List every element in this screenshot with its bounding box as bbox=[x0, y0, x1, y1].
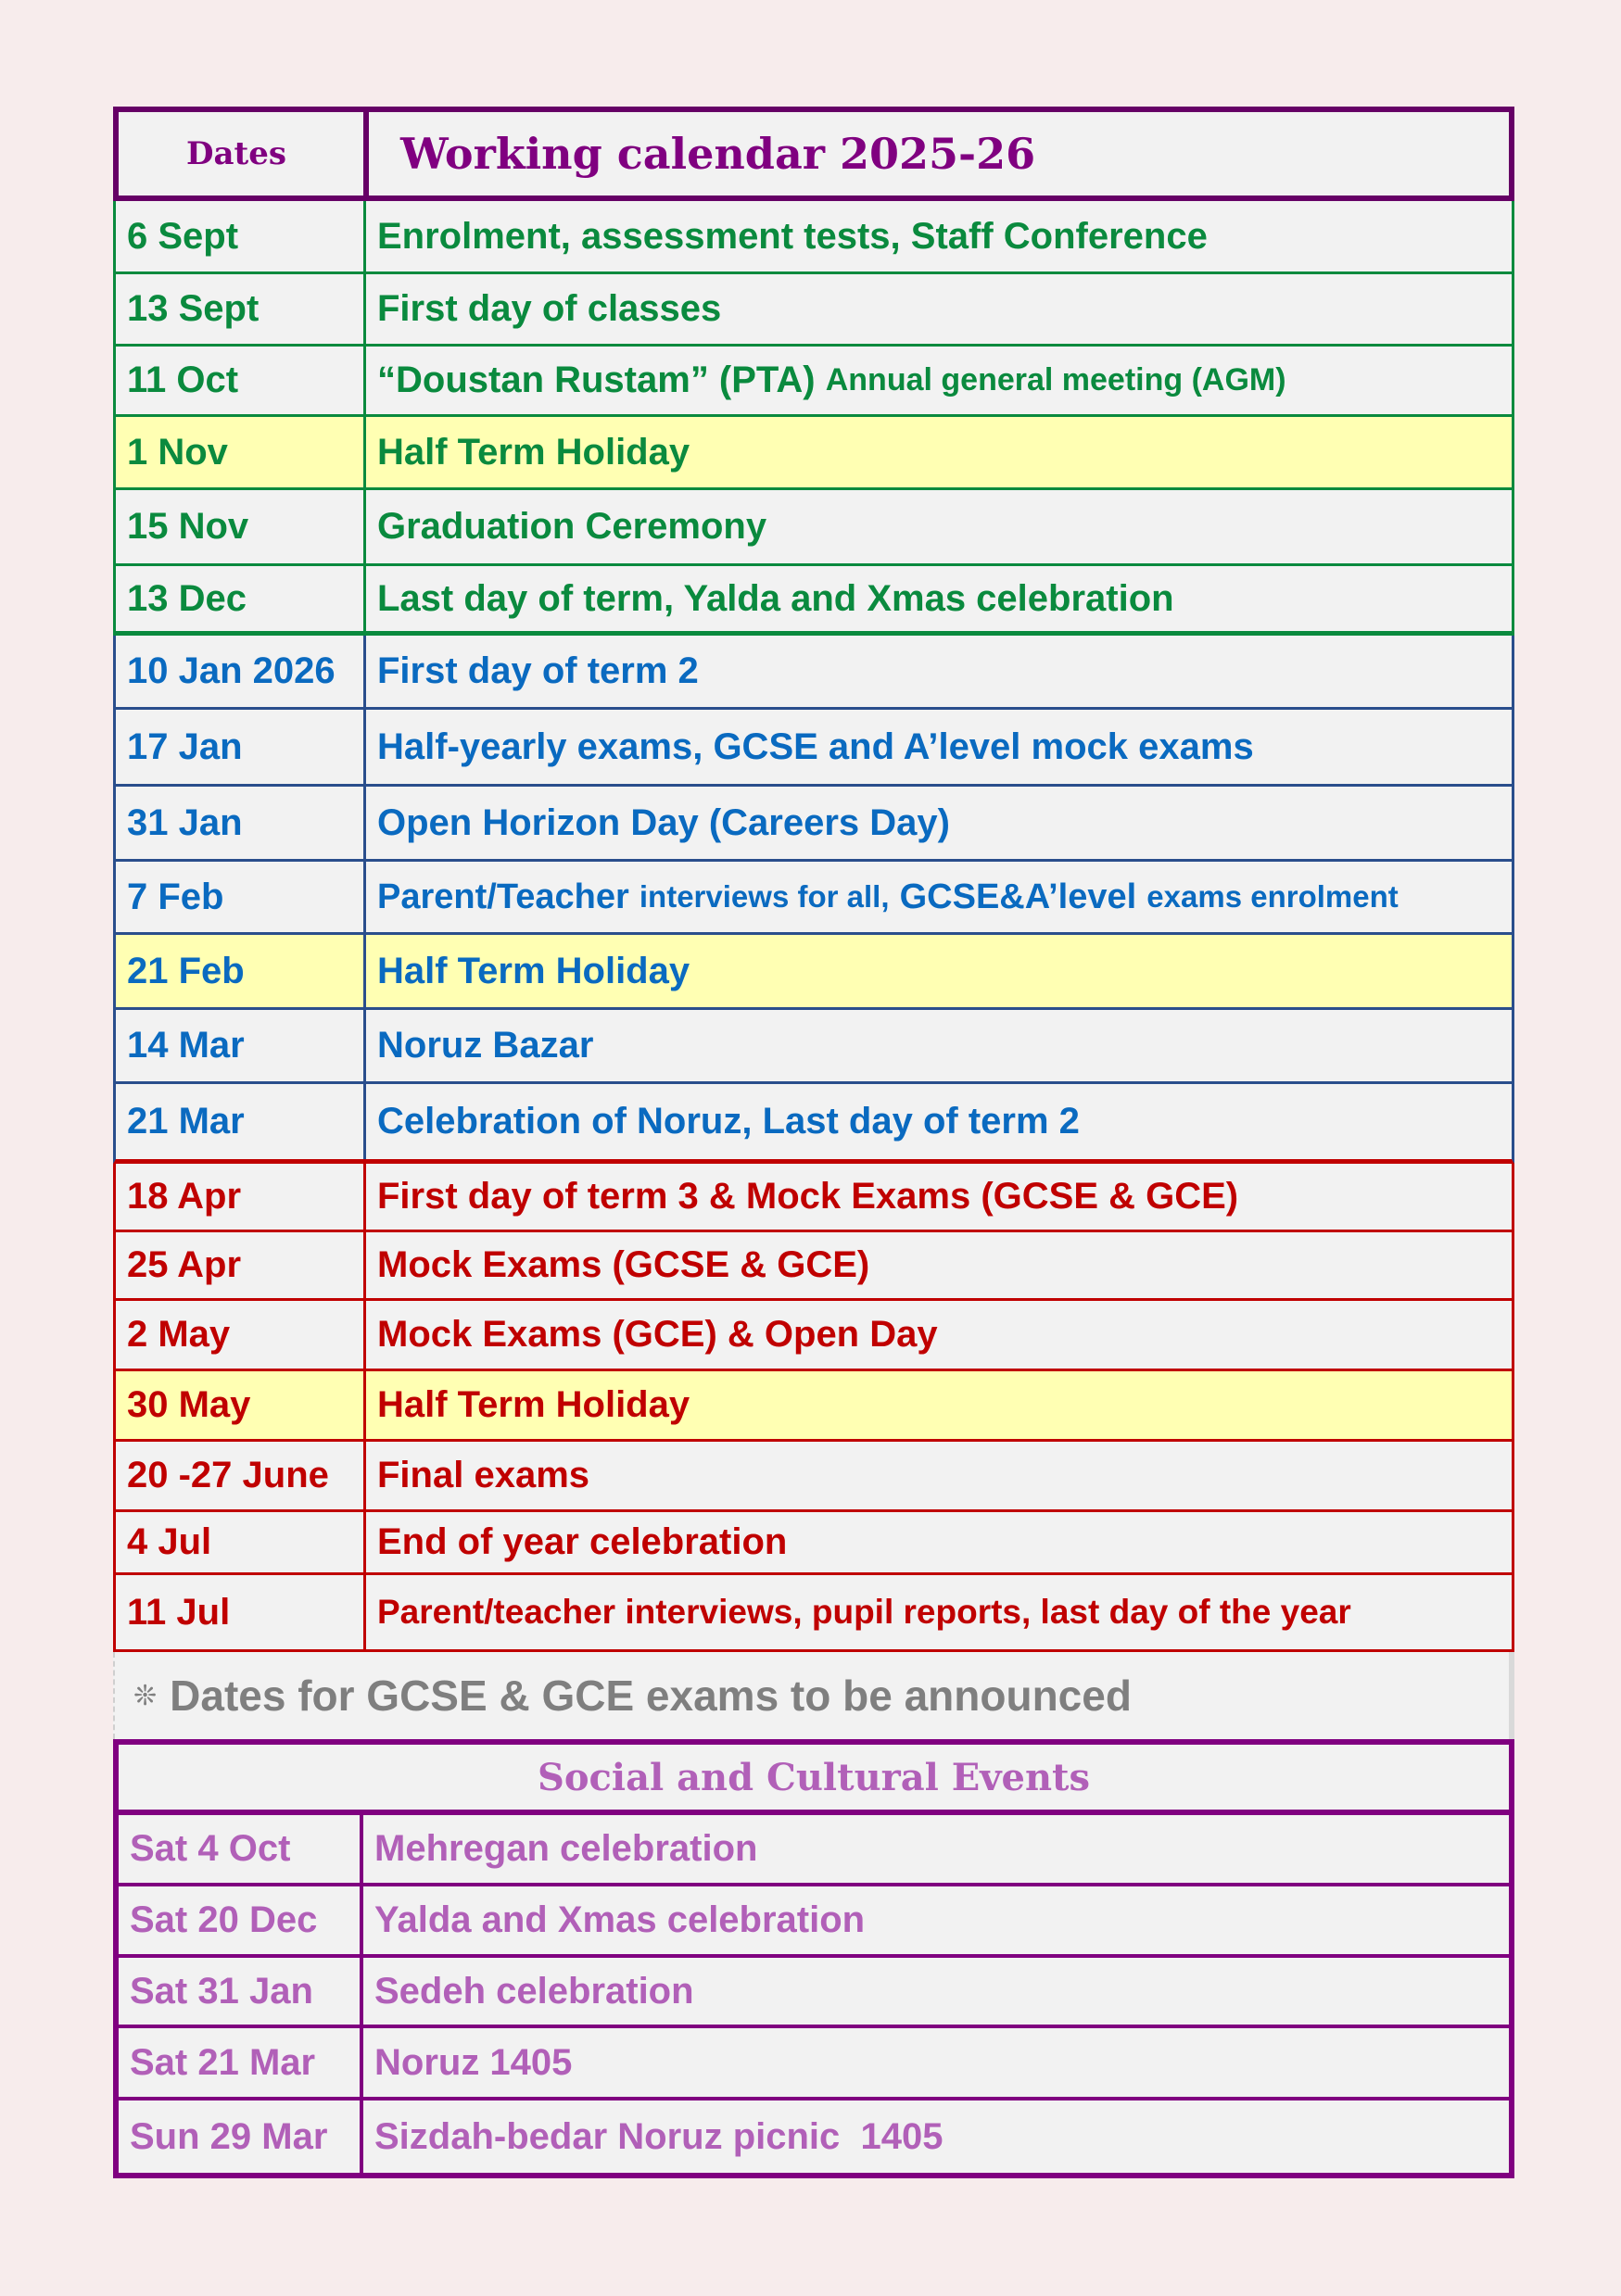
row-date: 11 Oct bbox=[116, 347, 366, 414]
table-row bbox=[113, 347, 1514, 417]
table-row-holiday bbox=[113, 1371, 1514, 1442]
row-date: Sun 29 Mar bbox=[119, 2100, 363, 2173]
row-event: Last day of term, Yalda and Xmas celebration bbox=[377, 577, 1174, 619]
title-header-cell bbox=[369, 112, 1509, 196]
table-row bbox=[113, 710, 1514, 787]
row-date: 17 Jan bbox=[116, 710, 366, 784]
row-event: Noruz 1405 bbox=[374, 2041, 573, 2083]
row-event: Open Horizon Day (Careers Day) bbox=[377, 801, 950, 843]
table-row-holiday bbox=[113, 417, 1514, 490]
table-row bbox=[119, 1958, 1509, 2028]
row-event: Sizdah-bedar Noruz picnic 1405 bbox=[374, 2115, 943, 2157]
row-event: First day of term 2 bbox=[377, 650, 699, 691]
term2-section bbox=[113, 636, 1514, 1164]
asterisk-icon: ❊ bbox=[133, 1680, 158, 1711]
row-event: Celebration of Noruz, Last day of term 2 bbox=[377, 1101, 1080, 1142]
row-date: 1 Nov bbox=[116, 417, 366, 487]
row-date: 2 May bbox=[116, 1301, 366, 1369]
row-date: 21 Feb bbox=[116, 935, 366, 1007]
dates-header: Dates bbox=[186, 135, 286, 172]
table-row bbox=[113, 1232, 1514, 1301]
row-event: Parent/teacher interviews, pupil reports, last day of the year bbox=[377, 1593, 1351, 1631]
row-event: Half Term Holiday bbox=[377, 431, 690, 473]
row-date: 20 -27 June bbox=[116, 1442, 366, 1509]
row-event bbox=[366, 862, 1512, 932]
table-row bbox=[119, 1886, 1509, 1958]
table-row bbox=[113, 636, 1514, 710]
row-event: First day of classes bbox=[377, 288, 722, 329]
row-date: 15 Nov bbox=[116, 490, 366, 563]
row-date: 21 Mar bbox=[116, 1084, 366, 1159]
row-date: 14 Mar bbox=[116, 1010, 366, 1081]
row-date: Sat 31 Jan bbox=[119, 1958, 363, 2025]
row-date: 31 Jan bbox=[116, 787, 366, 859]
row-event-part: interviews for all, bbox=[639, 879, 890, 914]
page-title: Working calendar 2025-26 bbox=[400, 129, 1036, 179]
row-date: 18 Apr bbox=[116, 1164, 366, 1230]
row-event: Final exams bbox=[377, 1455, 590, 1495]
row-date: 11 Jul bbox=[116, 1575, 366, 1649]
row-date: 13 Dec bbox=[116, 566, 366, 631]
social-events-table bbox=[113, 1739, 1514, 2178]
table-row bbox=[113, 787, 1514, 862]
row-event: Half-yearly exams, GCSE and A’level mock exams bbox=[377, 725, 1254, 767]
row-event: Sedeh celebration bbox=[374, 1970, 694, 2012]
row-event: Graduation Ceremony bbox=[377, 506, 767, 547]
table-row bbox=[113, 1164, 1514, 1232]
row-event: Mock Exams (GCE) & Open Day bbox=[377, 1314, 938, 1355]
row-date: 25 Apr bbox=[116, 1232, 366, 1298]
table-row bbox=[113, 1442, 1514, 1512]
row-event-main: “Doustan Rustam” (PTA) bbox=[377, 360, 816, 400]
row-date: 7 Feb bbox=[116, 862, 366, 932]
table-row bbox=[119, 2028, 1509, 2100]
row-event-small: Annual general meeting (AGM) bbox=[825, 362, 1286, 397]
row-event-part: GCSE&A’level bbox=[899, 877, 1137, 916]
table-row bbox=[113, 862, 1514, 935]
footnote-text: Dates for GCSE & GCE exams to be announced bbox=[170, 1672, 1132, 1720]
row-event: Mehregan celebration bbox=[374, 1828, 758, 1869]
row-event: Mock Exams (GCSE & GCE) bbox=[377, 1244, 870, 1285]
term3-section bbox=[113, 1164, 1514, 1652]
row-event-part: Parent/Teacher bbox=[377, 877, 629, 916]
table-row bbox=[113, 1512, 1514, 1575]
dates-header-cell bbox=[119, 112, 369, 196]
table-row bbox=[113, 490, 1514, 566]
footnote bbox=[113, 1652, 1514, 1739]
table-row-holiday bbox=[113, 935, 1514, 1010]
table-row bbox=[113, 1010, 1514, 1084]
table-row bbox=[113, 274, 1514, 347]
row-event: Half Term Holiday bbox=[377, 950, 690, 991]
table-row bbox=[119, 1815, 1509, 1886]
social-events-title: Social and Cultural Events bbox=[119, 1745, 1509, 1815]
row-date: 13 Sept bbox=[116, 274, 366, 344]
row-event: Noruz Bazar bbox=[377, 1025, 594, 1066]
row-date: 4 Jul bbox=[116, 1512, 366, 1572]
table-row bbox=[113, 1084, 1514, 1164]
row-date: 30 May bbox=[116, 1371, 366, 1439]
row-date: Sat 4 Oct bbox=[119, 1815, 363, 1883]
table-row bbox=[113, 566, 1514, 636]
row-event: First day of term 3 & Mock Exams (GCSE & GCE) bbox=[377, 1176, 1239, 1217]
table-row bbox=[113, 1575, 1514, 1652]
row-date: 6 Sept bbox=[116, 201, 366, 271]
table-row bbox=[113, 1301, 1514, 1371]
row-event: Enrolment, assessment tests, Staff Conference bbox=[377, 215, 1208, 257]
row-date: Sat 21 Mar bbox=[119, 2028, 363, 2097]
row-date: 10 Jan 2026 bbox=[116, 636, 366, 707]
row-event: Half Term Holiday bbox=[377, 1384, 690, 1425]
table-row bbox=[113, 201, 1514, 274]
row-date: Sat 20 Dec bbox=[119, 1886, 363, 1954]
calendar-header bbox=[113, 107, 1514, 201]
row-event bbox=[366, 347, 1512, 414]
row-event: End of year celebration bbox=[377, 1521, 788, 1562]
table-row bbox=[119, 2100, 1509, 2173]
row-event: Yalda and Xmas celebration bbox=[374, 1899, 866, 1940]
row-event-part: exams enrolment bbox=[1146, 879, 1399, 914]
term1-section bbox=[113, 201, 1514, 636]
